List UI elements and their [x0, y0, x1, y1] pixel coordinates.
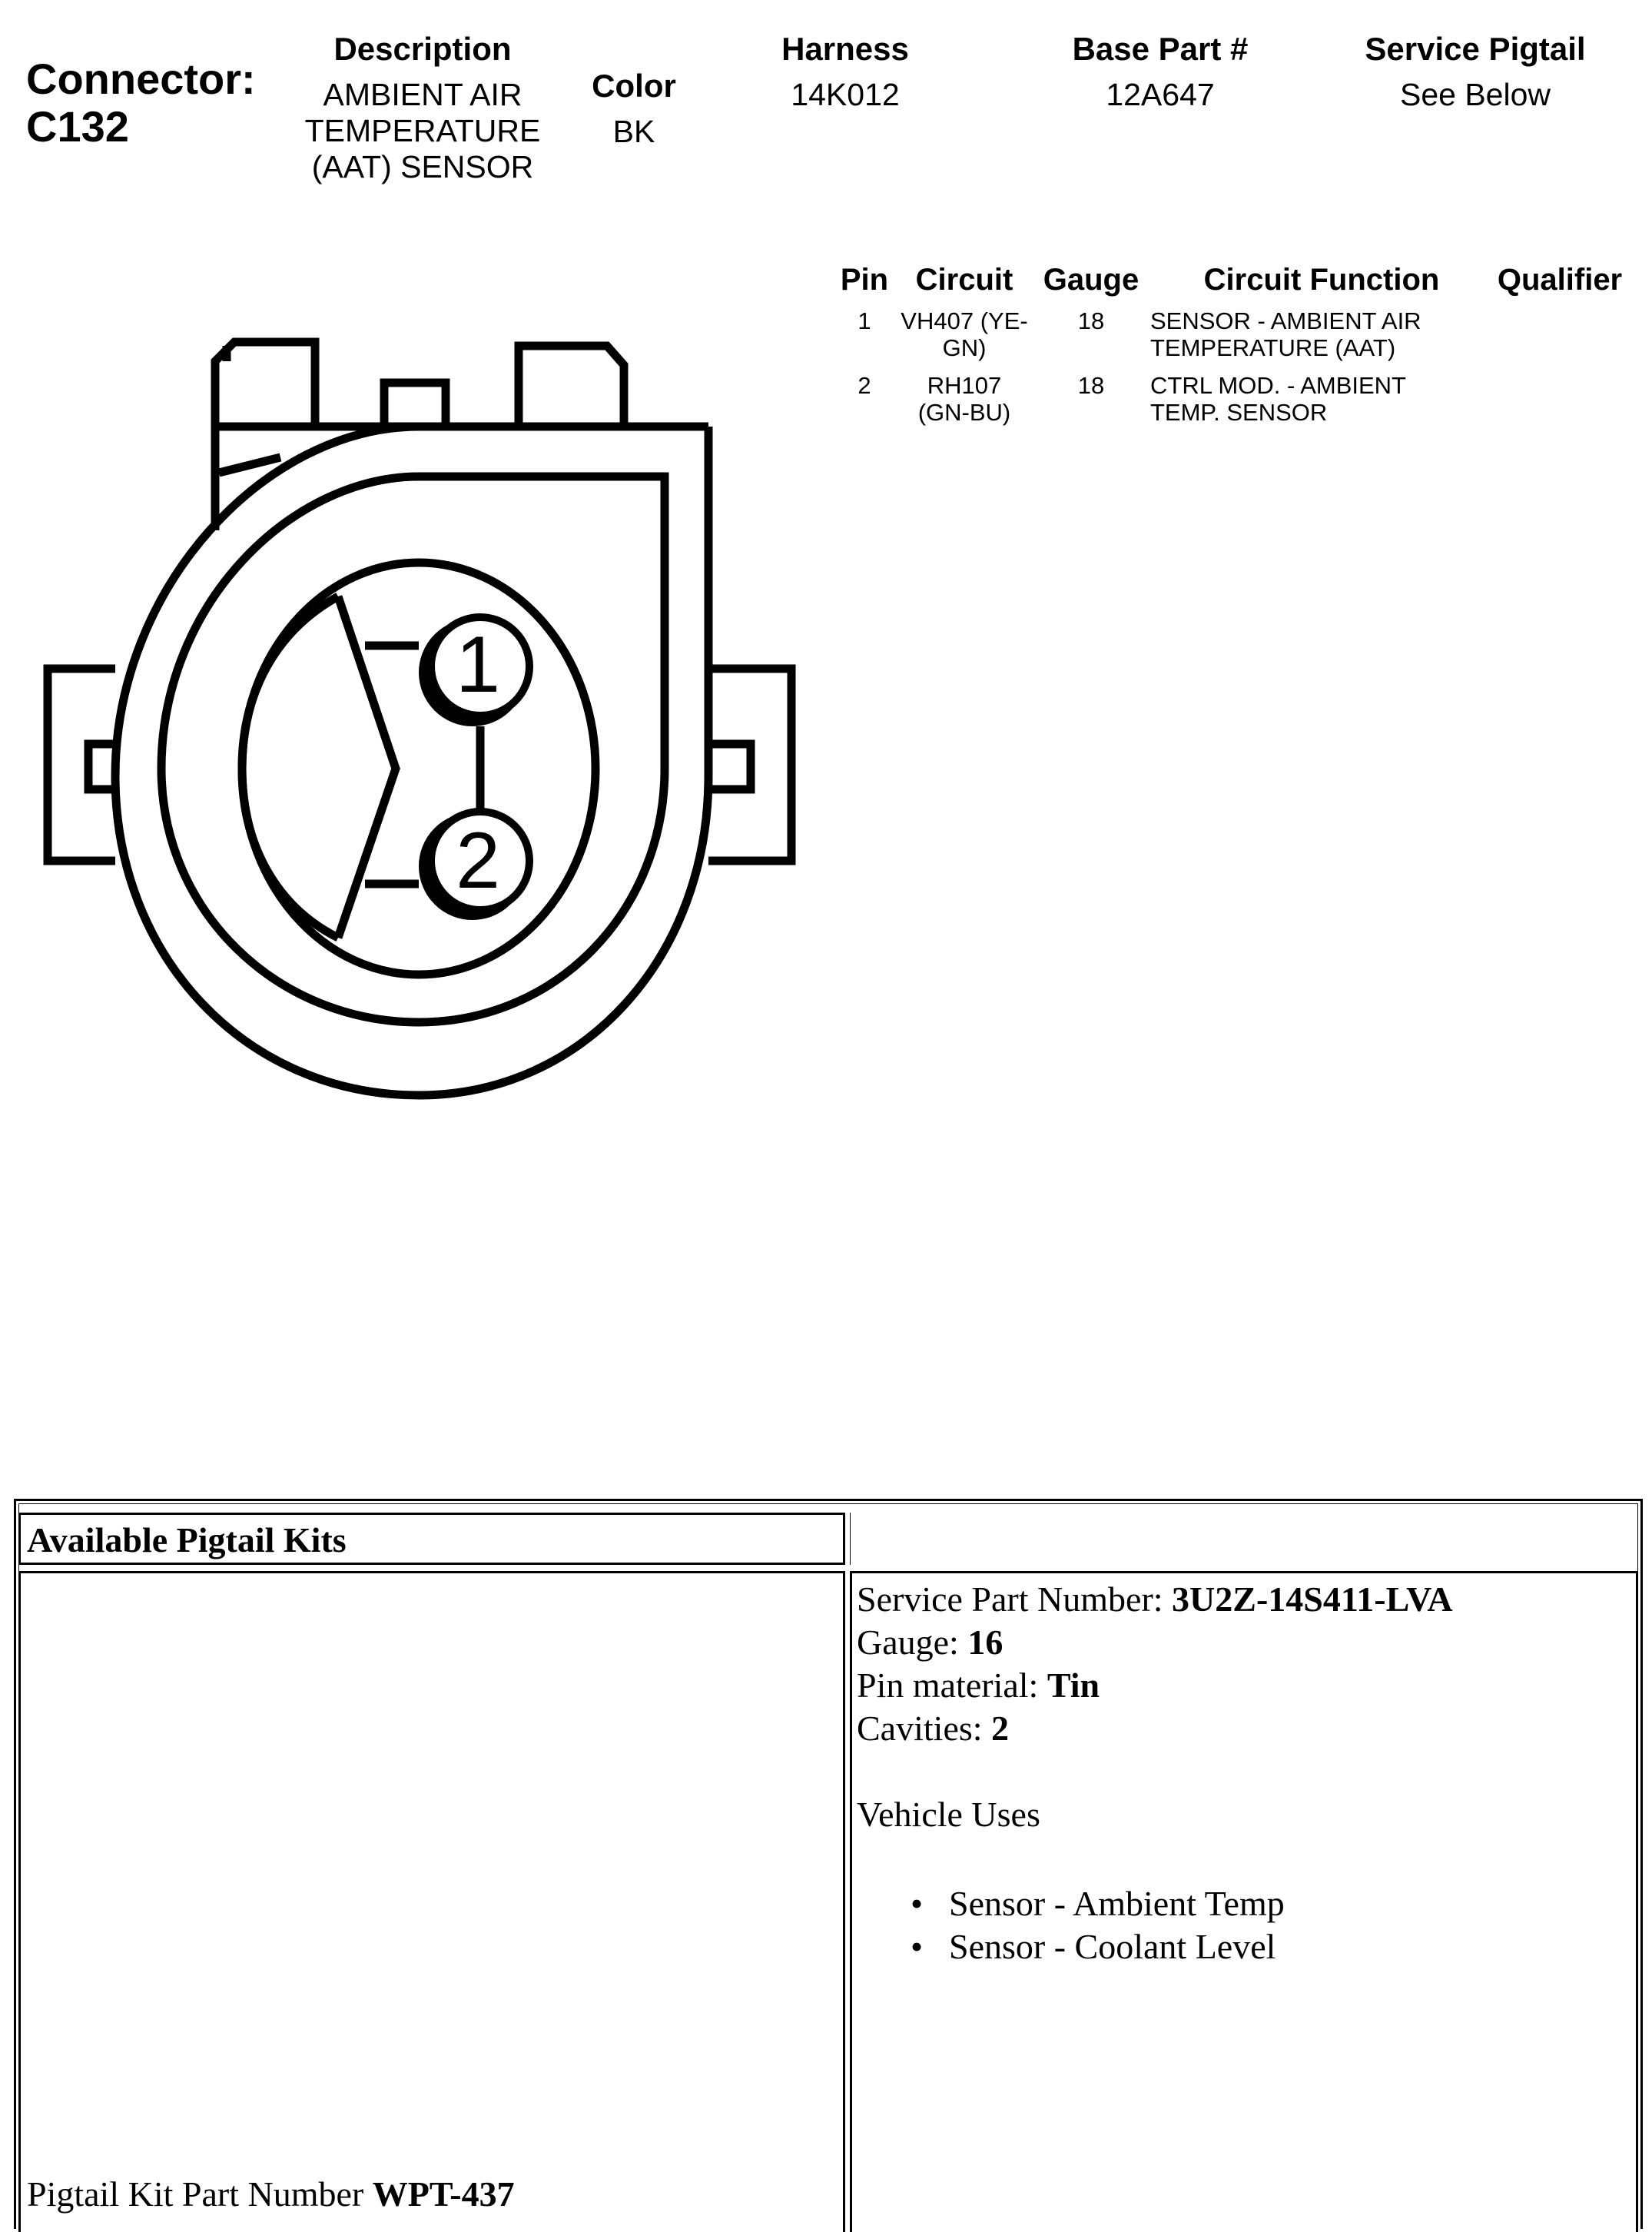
table-row-gauge: 18 — [1077, 372, 1105, 399]
list-item — [911, 1882, 1453, 1925]
gauge-column-header: Gauge — [1043, 263, 1139, 297]
vehicle-uses-list — [911, 1882, 1453, 1968]
circuit-function-column-header: Circuit Function — [1203, 263, 1440, 297]
outer-shell — [115, 427, 708, 1095]
pin-2-label: 2 — [456, 816, 500, 905]
right-latch-outline — [519, 346, 624, 427]
list-item — [911, 1925, 1453, 1968]
pigtail-kits-title: Available Pigtail Kits — [27, 1520, 347, 1559]
function-line: SENSOR - AMBIENT AIR — [1150, 307, 1421, 334]
qualifier-column-header: Qualifier — [1497, 263, 1623, 297]
service-part-number — [857, 1578, 1453, 1621]
service-part-label: Service Part Number: — [857, 1579, 1173, 1619]
kit-gauge — [857, 1621, 1453, 1664]
connector-label: Connector: — [26, 55, 256, 103]
color-header: Color — [592, 68, 676, 104]
function-line: TEMPERATURE (AAT) — [1150, 334, 1396, 361]
table-row-circuit — [891, 372, 1037, 426]
pin-material-label: Pin material: — [857, 1666, 1047, 1705]
harness-value: 14K012 — [791, 77, 900, 112]
table-row-pin: 2 — [858, 372, 871, 399]
circuit-line: VH407 (YE- — [901, 307, 1028, 334]
base-part-header: Base Part # — [1072, 31, 1249, 67]
color-value: BK — [612, 114, 655, 149]
kit-pin-material — [857, 1664, 1453, 1707]
right-side-lock-inner — [708, 744, 751, 789]
table-row-circuit — [891, 307, 1037, 361]
base-part-value: 12A647 — [1106, 77, 1215, 112]
left-latch-outline — [215, 342, 315, 530]
circuit-line: (GN-BU) — [917, 399, 1011, 426]
left-side-lock — [48, 669, 115, 861]
description-line: TEMPERATURE — [304, 113, 541, 148]
description-value — [269, 77, 576, 185]
kit-part-label: Pigtail Kit Part Number — [27, 2174, 373, 2214]
cavities-label: Cavities: — [857, 1709, 992, 1748]
pigtail-kit-right-cell — [850, 1571, 1638, 2232]
circuit-line: GN) — [942, 334, 987, 361]
table-row-function — [1150, 307, 1481, 361]
kit-cavities — [857, 1707, 1453, 1750]
top-bar-bevel — [219, 457, 280, 473]
function-line: TEMP. SENSOR — [1150, 399, 1328, 426]
connector-id: C132 — [26, 102, 129, 151]
pigtail-kit-details — [857, 1578, 1453, 1968]
cavities-value: 2 — [991, 1709, 1010, 1748]
vehicle-use-text: Sensor - Coolant Level — [949, 1927, 1276, 1966]
pin-1-label: 1 — [456, 620, 500, 709]
pin-material-value: Tin — [1047, 1666, 1100, 1705]
center-latch-outline — [384, 383, 446, 427]
table-row-function — [1150, 372, 1481, 426]
service-part-value: 3U2Z-14S411-LVA — [1172, 1579, 1453, 1619]
service-pigtail-header: Service Pigtail — [1365, 31, 1586, 67]
gauge-label: Gauge: — [857, 1623, 968, 1662]
pigtail-kit-left-cell — [18, 1571, 845, 2232]
description-line: (AAT) SENSOR — [311, 149, 534, 184]
inner-shell — [161, 477, 665, 1022]
harness-header: Harness — [781, 31, 909, 67]
description-header: Description — [333, 31, 512, 67]
pigtail-kit-part-number — [27, 2173, 515, 2216]
pin-column-header: Pin — [840, 263, 889, 297]
keyway-arc — [242, 596, 338, 938]
table-row-pin: 1 — [858, 307, 871, 334]
bullet-icon: • — [911, 1927, 924, 1966]
vehicle-uses-heading: Vehicle Uses — [857, 1795, 1040, 1834]
pigtail-title-cell — [18, 1513, 845, 1565]
kit-part-value: WPT-437 — [372, 2174, 515, 2214]
table-row-gauge: 18 — [1077, 307, 1105, 334]
bullet-icon: • — [911, 1884, 924, 1923]
circuit-column-header: Circuit — [915, 263, 1013, 297]
service-pigtail-value: See Below — [1399, 77, 1551, 112]
gauge-value: 16 — [967, 1623, 1003, 1662]
vehicle-use-text: Sensor - Ambient Temp — [949, 1884, 1285, 1923]
function-line: CTRL MOD. - AMBIENT — [1150, 372, 1406, 399]
connector-face-diagram — [0, 307, 830, 1138]
circuit-line: RH107 — [927, 372, 1002, 399]
pigtail-title-spacer-cell — [850, 1513, 1634, 1565]
description-line: AMBIENT AIR — [323, 77, 522, 112]
